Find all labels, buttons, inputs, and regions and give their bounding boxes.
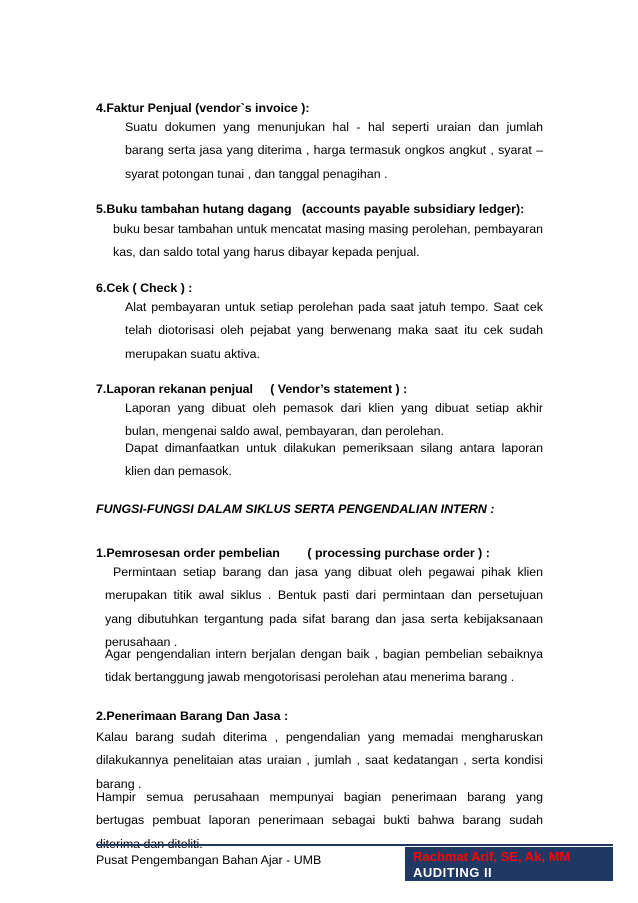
paragraph-pemrosesan-order-2: Agar pengendalian intern berjalan dengan baik , bagian pembelian sebaiknya tidak bertanggung jawab mengotorisasi perolehan atau menerima barang .	[105, 647, 543, 685]
footer-course: AUDITING II	[413, 865, 493, 880]
paragraph-penerimaan-barang-1: Kalau barang sudah diterima , pengendalian yang memadai mengharuskan dilakukannya penelitaian atas uraian , jumlah , saat kedatangan , serta kondisi barang .	[96, 730, 543, 791]
heading-penerimaan-barang: 2.Penerimaan Barang Dan Jasa :	[96, 709, 289, 723]
heading-cek: 6.Cek ( Check ) :	[96, 281, 193, 295]
heading-buku-tambahan: 5.Buku tambahan hutang dagang (accounts payable subsidiary ledger):	[96, 202, 525, 216]
heading-pemrosesan-order: 1.Pemrosesan order pembelian ( processing purchase order ) :	[96, 546, 490, 560]
paragraph-penerimaan-barang-2: Hampir semua perusahaan mempunyai bagian penerimaan barang yang bertugas pembuat laporan penerimaan sebagai bukti bahwa barang sudah	[96, 790, 543, 828]
footer-author: Rachmat Arif, SE, Ak, MM	[413, 849, 571, 864]
paragraph-laporan-rekanan-1: Laporan yang dibuat oleh pemasok dari klien yang dibuat setiap akhir bulan, mengenai saldo awal, pembayaran, dan perolehan.	[125, 401, 543, 439]
paragraph-buku-tambahan: buku besar tambahan untuk mencatat masing masing perolehan, pembayaran kas, dan saldo total yang harus dibayar kepada penjual.	[113, 222, 543, 260]
footer-rule	[96, 844, 613, 846]
paragraph-laporan-rekanan-2: Dapat dimanfaatkan untuk dilakukan pemeriksaan silang antara laporan klien dan pemasok.	[125, 441, 543, 479]
footer-author-box	[405, 847, 613, 881]
heading-laporan-rekanan: 7.Laporan rekanan penjual ( Vendor’s statement ) :	[96, 382, 408, 396]
paragraph-faktur-penjual: Suatu dokumen yang menunjukan hal - hal seperti uraian dan jumlah barang serta jasa yang diterima , harga termasuk ongkos angkut , syarat – syarat potongan tunai , dan tanggal penagihan .	[125, 120, 543, 181]
paragraph-cek: Alat pembayaran untuk setiap perolehan pada saat jatuh tempo. Saat cek telah diotorisasi oleh pejabat yang berwenang maka saat itu cek sudah merupakan suatu aktiva.	[125, 300, 543, 361]
footer-publisher: Pusat Pengembangan Bahan Ajar - UMB	[96, 853, 322, 867]
section-title-fungsi: FUNGSI-FUNGSI DALAM SIKLUS SERTA PENGENDALIAN INTERN :	[96, 502, 495, 516]
heading-faktur-penjual: 4.Faktur Penjual (vendor`s invoice ):	[96, 101, 310, 115]
paragraph-pemrosesan-order-1: Permintaan setiap barang dan jasa yang dibuat oleh pegawai pihak klien merupakan titik awal siklus . Bentuk pasti dari permintaan dan persetujuan yang dibutuhkan tergantung pada sifat barang dan jasa serta kebijaksanaan perusahaan .	[105, 565, 543, 650]
